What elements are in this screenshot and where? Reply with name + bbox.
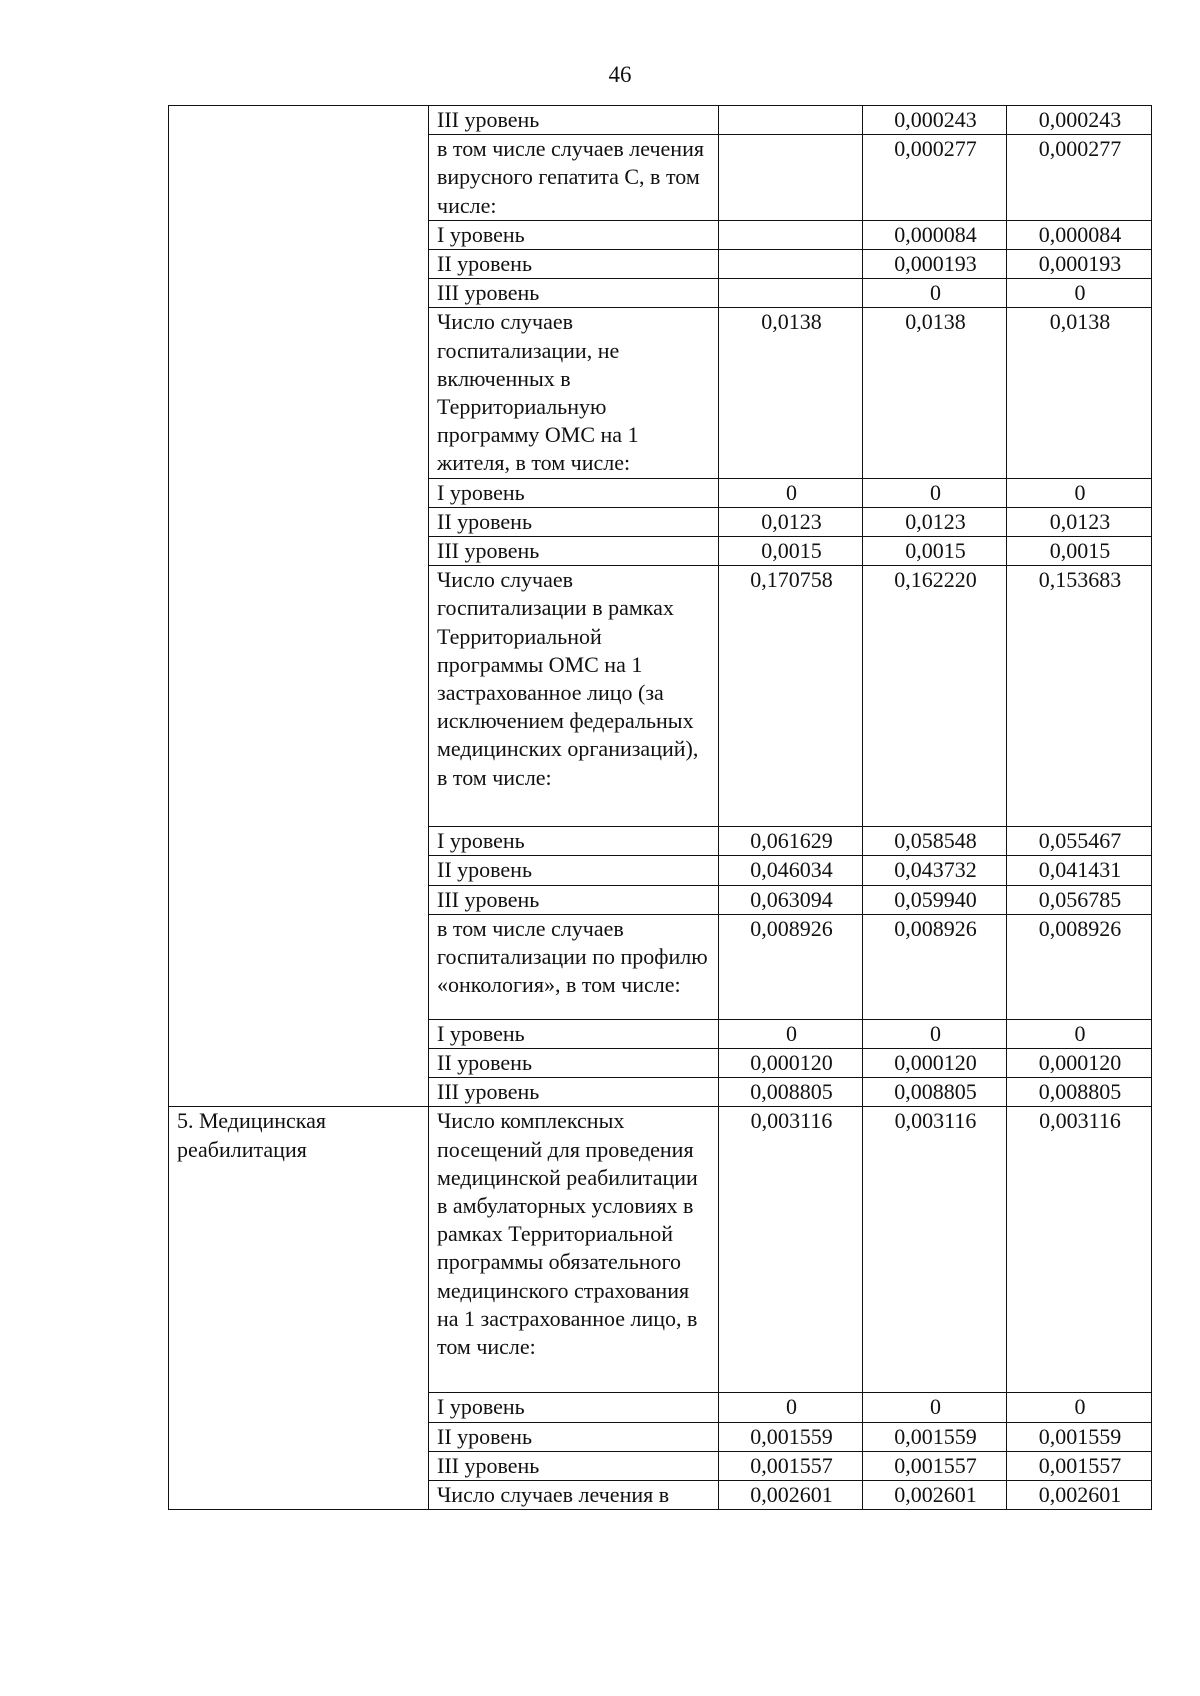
value-cell-1: 0,002601 [719,1481,863,1510]
value-cell-3: 0,000193 [1007,250,1152,279]
value-cell-1 [719,135,863,221]
value-cell-1: 0,001557 [719,1451,863,1480]
value-cell-2: 0 [863,478,1007,507]
indicator-label: III уровень [429,106,719,135]
value-cell-1 [719,279,863,308]
value-cell-3: 0,055467 [1007,827,1152,856]
value-cell-3: 0 [1007,1019,1152,1048]
indicator-label: III уровень [429,1451,719,1480]
value-cell-3: 0,001559 [1007,1422,1152,1451]
value-cell-3: 0,0138 [1007,308,1152,478]
value-cell-1: 0,0123 [719,507,863,536]
value-cell-2: 0 [863,279,1007,308]
value-cell-1: 0,061629 [719,827,863,856]
value-cell-3: 0,001557 [1007,1451,1152,1480]
value-cell-3: 0 [1007,1393,1152,1422]
indicator-label: Число случаев лечения в [429,1481,719,1510]
section-title [169,106,429,1107]
value-cell-2: 0,162220 [863,566,1007,827]
value-cell-2: 0,000084 [863,220,1007,249]
value-cell-2: 0,008805 [863,1078,1007,1107]
value-cell-1: 0,046034 [719,856,863,885]
value-cell-3: 0,002601 [1007,1481,1152,1510]
indicator-label: I уровень [429,478,719,507]
value-cell-1: 0,003116 [719,1107,863,1393]
value-cell-2: 0,0015 [863,537,1007,566]
value-cell-2: 0,000120 [863,1049,1007,1078]
value-cell-1: 0 [719,478,863,507]
value-cell-1: 0,063094 [719,885,863,914]
value-cell-3: 0,003116 [1007,1107,1152,1393]
indicator-label: II уровень [429,1049,719,1078]
value-cell-2: 0,008926 [863,914,1007,1019]
table-body [169,106,1152,1510]
indicator-label: III уровень [429,885,719,914]
value-cell-1: 0 [719,1393,863,1422]
indicator-label: Число случаев госпитализации, не включенных в Территориальную программу ОМС на 1 жителя, в том числе: [429,308,719,478]
value-cell-2: 0 [863,1019,1007,1048]
indicator-label: в том числе случаев лечения вирусного гепатита С, в том числе: [429,135,719,221]
value-cell-3: 0,000277 [1007,135,1152,221]
value-cell-2: 0,043732 [863,856,1007,885]
value-cell-3: 0,000243 [1007,106,1152,135]
indicator-label: Число комплексных посещений для проведения медицинской реабилитации в амбулаторных условиях в рамках Территориальной программы обязательного медицинского страхования на 1 застрахованное лицо, в том числе: [429,1107,719,1393]
indicator-label: II уровень [429,250,719,279]
indicator-label: I уровень [429,220,719,249]
indicator-label: I уровень [429,1393,719,1422]
value-cell-3: 0,0015 [1007,537,1152,566]
indicator-label: I уровень [429,827,719,856]
value-cell-1: 0 [719,1019,863,1048]
value-cell-2: 0 [863,1393,1007,1422]
indicator-label: II уровень [429,507,719,536]
value-cell-1 [719,220,863,249]
indicator-label: I уровень [429,1019,719,1048]
value-cell-1: 0,008805 [719,1078,863,1107]
indicator-table [168,105,1152,1510]
value-cell-2: 0,0138 [863,308,1007,478]
value-cell-1: 0,170758 [719,566,863,827]
page-number: 46 [608,62,632,87]
value-cell-2: 0,0123 [863,507,1007,536]
value-cell-2: 0,000243 [863,106,1007,135]
value-cell-1 [719,106,863,135]
value-cell-3: 0,153683 [1007,566,1152,827]
value-cell-3: 0,056785 [1007,885,1152,914]
value-cell-2: 0,058548 [863,827,1007,856]
indicator-label: III уровень [429,537,719,566]
indicator-label: в том числе случаев госпитализации по профилю «онкология», в том числе: [429,914,719,1019]
value-cell-3: 0,008805 [1007,1078,1152,1107]
value-cell-2: 0,059940 [863,885,1007,914]
value-cell-1: 0,008926 [719,914,863,1019]
table-row [169,1107,1152,1393]
indicator-label: III уровень [429,279,719,308]
value-cell-2: 0,000193 [863,250,1007,279]
value-cell-2: 0,002601 [863,1481,1007,1510]
value-cell-1: 0,001559 [719,1422,863,1451]
value-cell-3: 0 [1007,279,1152,308]
value-cell-2: 0,003116 [863,1107,1007,1393]
value-cell-3: 0,000084 [1007,220,1152,249]
value-cell-3: 0,008926 [1007,914,1152,1019]
value-cell-3: 0,0123 [1007,507,1152,536]
value-cell-3: 0,041431 [1007,856,1152,885]
indicator-label: Число случаев госпитализации в рамках Территориальной программы ОМС на 1 застрахованное лицо (за исключением федеральных медицинских организаций), в том числе: [429,566,719,827]
value-cell-1: 0,0015 [719,537,863,566]
value-cell-3: 0 [1007,478,1152,507]
value-cell-2: 0,001557 [863,1451,1007,1480]
indicator-label: II уровень [429,856,719,885]
value-cell-2: 0,001559 [863,1422,1007,1451]
value-cell-1 [719,250,863,279]
section-title: 5. Медицинская реабилитация [169,1107,429,1510]
value-cell-1: 0,000120 [719,1049,863,1078]
indicator-label: II уровень [429,1422,719,1451]
value-cell-2: 0,000277 [863,135,1007,221]
value-cell-1: 0,0138 [719,308,863,478]
table-row [169,106,1152,135]
indicator-label: III уровень [429,1078,719,1107]
value-cell-3: 0,000120 [1007,1049,1152,1078]
